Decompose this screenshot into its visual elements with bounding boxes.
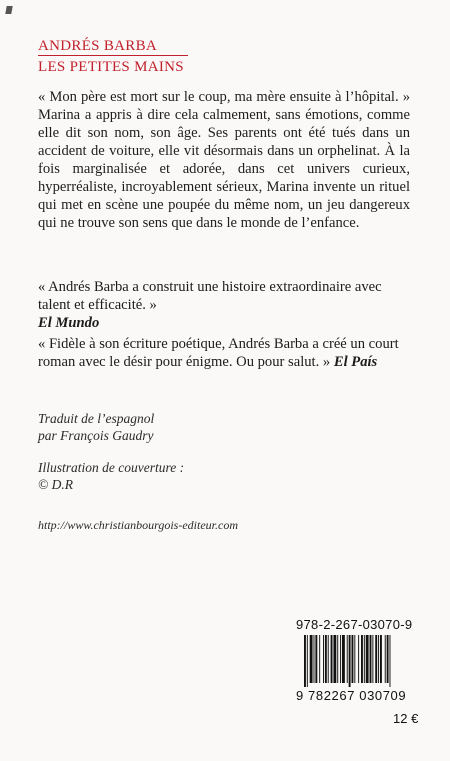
barcode-bar <box>380 635 382 683</box>
barcode-bar <box>333 635 336 683</box>
barcode-bar <box>307 635 308 687</box>
barcode-bar <box>328 635 329 683</box>
barcode-bar <box>323 635 324 683</box>
press-quote-1-source: El Mundo <box>38 315 100 331</box>
book-title: LES PETITES MAINS <box>38 59 184 75</box>
barcode-bar <box>342 635 345 683</box>
translation-credit <box>38 410 154 444</box>
press-quote-1 <box>38 278 410 332</box>
barcode-bar <box>314 635 315 683</box>
barcode-bar <box>340 635 341 683</box>
barcode-bar <box>304 635 306 687</box>
price: 12 € <box>393 711 419 726</box>
barcode-bar <box>358 635 359 683</box>
barcode-bar <box>370 635 372 683</box>
barcode-bar <box>375 635 377 683</box>
barcode <box>302 635 432 687</box>
translation-credit-line-2: par François Gaudry <box>38 428 154 443</box>
isbn-number: 978-2-267-03070-9 <box>296 617 413 632</box>
barcode-digits: 9 782267 030709 <box>296 688 407 703</box>
barcode-bar <box>319 635 320 683</box>
illustration-credit-line-1: Illustration de couverture : <box>38 460 185 475</box>
press-quote-1-text: « Andrés Barba a construit une histoire extraordinaire avec talent et efficacité. » <box>38 279 382 313</box>
author-name: ANDRÉS BARBA <box>38 38 158 54</box>
corner-mark <box>5 6 12 14</box>
title-divider <box>38 55 188 56</box>
barcode-bar <box>331 635 333 683</box>
barcode-bar <box>385 635 386 683</box>
illustration-credit <box>38 459 184 493</box>
publisher-url[interactable]: http://www.christianbourgois-editeur.com <box>38 518 238 532</box>
press-quote-2-text: « Fidèle à son écriture poétique, Andrés Barba a créé un court roman avec le désir pour énigme. Ou pour salut. » <box>38 336 399 370</box>
press-quote-2-source: El País <box>333 354 378 370</box>
barcode-bar <box>372 635 373 683</box>
blurb-text: « Mon père est mort sur le coup, ma mère ensuite à l’hôpital. » Marina a appris à dire cela calmement, sans émotions, comme elle dit son nom, son âge. Ses parents ont été tués dans un accident de voiture, elle vit désormais dans un orphelinat. À la fois marginalisée et adorée, dans cet univers curieux, hyperréaliste, incroyablement sérieux, Marina invente un rituel qui met en scène une poupée du même nom, un jeu dangereux qui ne trouve son sens que dans le monde de l’enfance. <box>38 89 410 231</box>
barcode-bar <box>387 635 389 683</box>
barcode-bar <box>310 635 313 683</box>
barcode-bar <box>364 635 365 683</box>
barcode-bar <box>337 635 338 683</box>
illustration-credit-line-2: © D.R <box>38 477 74 492</box>
press-quote-2 <box>38 335 410 371</box>
translation-credit-line-1: Traduit de l’espagnol <box>38 411 155 426</box>
barcode-bar <box>347 635 348 683</box>
barcode-bar <box>366 635 369 683</box>
barcode-bar <box>349 635 351 687</box>
barcode-bar <box>378 635 379 683</box>
barcode-bar <box>315 635 317 683</box>
barcode-bar <box>354 635 355 683</box>
barcode-bar <box>325 635 327 683</box>
barcode-bar <box>390 635 391 687</box>
barcode-bar <box>361 635 363 683</box>
barcode-bar <box>352 635 354 683</box>
